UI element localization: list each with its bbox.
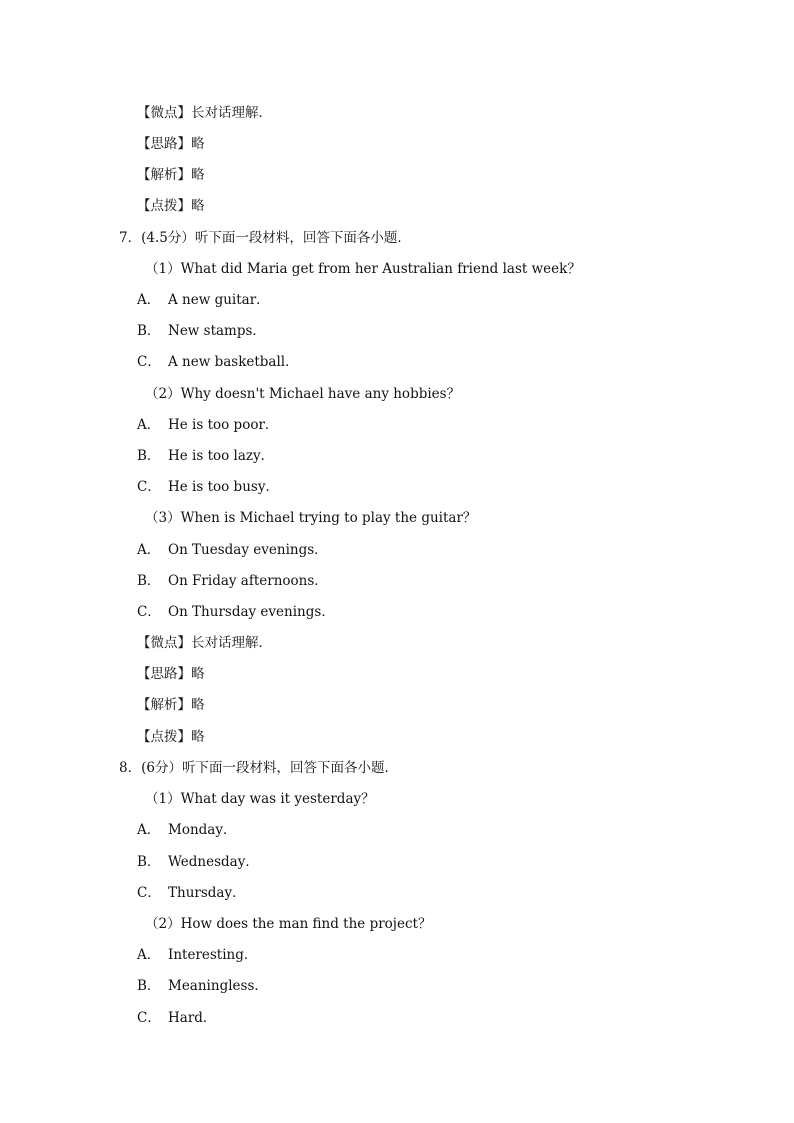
option-letter: A． — [137, 822, 161, 838]
option-text: New stamps． — [168, 323, 266, 339]
option-c — [137, 478, 279, 496]
option-a — [137, 821, 236, 839]
option-text: Hard． — [168, 1010, 217, 1026]
silu-label: 【思路】略 — [137, 666, 205, 682]
option-letter: C． — [137, 604, 161, 620]
dianbo-label: 【点拨】略 — [137, 198, 205, 214]
jiexi-label: 【解析】略 — [137, 167, 205, 183]
question-8-heading: 8．(6分）听下面一段材料，回答下面各小题． — [119, 760, 398, 776]
option-b — [137, 322, 266, 340]
option-a — [137, 416, 278, 434]
option-c — [137, 353, 299, 371]
option-letter: A． — [137, 292, 161, 308]
option-text: On Friday afternoons． — [168, 573, 328, 589]
question-8-sub-1: （1）What day was it yesterday？ — [145, 791, 375, 807]
question-8-sub-2: （2）How does the man find the project？ — [145, 916, 432, 932]
option-text: On Thursday evenings． — [168, 604, 335, 620]
question-7-heading: 7．(4.5分）听下面一段材料，回答下面各小题． — [119, 230, 411, 246]
option-letter: A． — [137, 542, 161, 558]
option-text: Thursday． — [168, 885, 246, 901]
option-b — [137, 977, 268, 995]
option-a — [137, 541, 328, 559]
option-letter: B． — [137, 448, 161, 464]
option-letter: A． — [137, 417, 161, 433]
weidian-label: 【微点】长对话理解． — [137, 105, 272, 121]
option-letter: A． — [137, 947, 161, 963]
option-text: He is too lazy． — [168, 448, 275, 464]
option-letter: C． — [137, 479, 161, 495]
jiexi-label: 【解析】略 — [137, 697, 205, 713]
option-text: A new basketball． — [168, 354, 299, 370]
option-letter: C． — [137, 354, 161, 370]
dianbo-label: 【点拨】略 — [137, 729, 205, 745]
option-text: Monday． — [168, 822, 237, 838]
option-b — [137, 853, 259, 871]
option-a — [137, 291, 270, 309]
option-letter: B． — [137, 573, 161, 589]
silu-label: 【思路】略 — [137, 136, 205, 152]
option-text: He is too poor． — [168, 417, 279, 433]
option-text: A new guitar． — [168, 292, 270, 308]
option-c — [137, 884, 246, 902]
option-letter: C． — [137, 885, 161, 901]
option-c — [137, 1009, 216, 1027]
weidian-label: 【微点】长对话理解． — [137, 635, 272, 651]
option-text: Meaningless． — [168, 978, 268, 994]
option-letter: C． — [137, 1010, 161, 1026]
option-letter: B． — [137, 854, 161, 870]
option-letter: B． — [137, 978, 161, 994]
option-b — [137, 447, 274, 465]
option-c — [137, 603, 335, 621]
option-text: On Tuesday evenings． — [168, 542, 328, 558]
question-7-sub-3: （3）When is Michael trying to play the guitar？ — [145, 510, 477, 526]
option-text: Interesting． — [168, 947, 258, 963]
question-7-sub-2: （2）Why doesn't Michael have any hobbies？ — [145, 386, 461, 402]
option-text: Wednesday． — [168, 854, 259, 870]
option-a — [137, 946, 257, 964]
option-b — [137, 572, 328, 590]
question-7-sub-1: （1）What did Maria get from her Australian friend last week？ — [145, 261, 581, 277]
option-letter: B． — [137, 323, 161, 339]
option-text: He is too busy． — [168, 479, 279, 495]
